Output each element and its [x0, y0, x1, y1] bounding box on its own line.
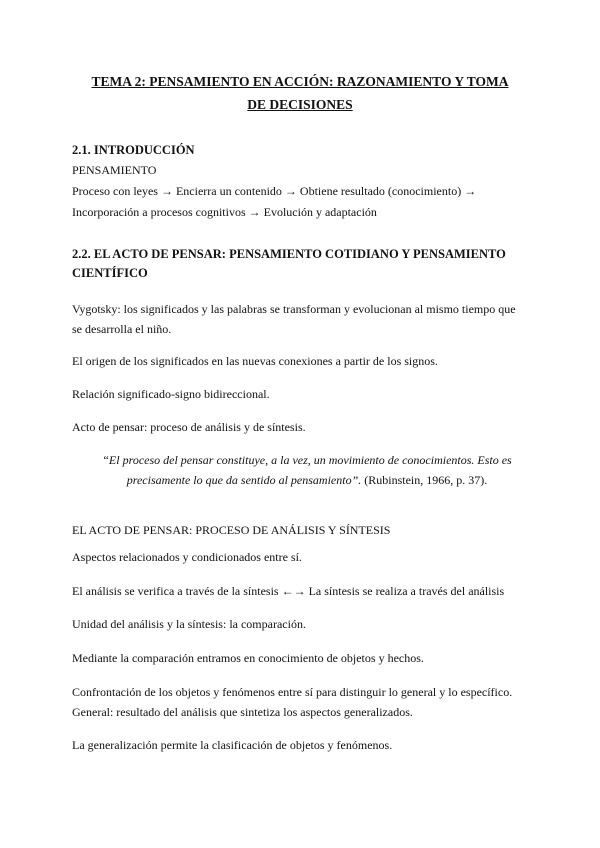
paragraph-line: se desarrolla el niño. [72, 322, 172, 336]
quote-text: precisamente lo que da sentido al pensamiento”. [126, 473, 362, 487]
paragraph-line: Incorporación a procesos cognitivos → Evolución y adaptación [72, 205, 377, 219]
section-heading-introduccion: 2.1. INTRODUCCIÓN [72, 143, 195, 157]
paragraph: Acto de pensar: proceso de análisis y de síntesis. [72, 420, 306, 434]
document-title-line-2: DE DECISIONES [247, 97, 353, 112]
quote-line-1 [72, 450, 542, 470]
paragraph-line: General: resultado del análisis que sintetiza los aspectos generalizados. [72, 705, 413, 719]
paragraph-line: Vygotsky: los significados y las palabras se transforman y evolucionan al mismo tiempo que [72, 302, 516, 316]
quote-citation: (Rubinstein, 1966, p. 37). [361, 473, 488, 487]
paragraph: La generalización permite la clasificación de objetos y fenómenos. [72, 738, 393, 752]
section-heading-acto-de-pensar: 2.2. EL ACTO DE PENSAR: PENSAMIENTO COTIDIANO Y PENSAMIENTO [72, 247, 506, 261]
paragraph-line: Confrontación de los objetos y fenómenos entre sí para distinguir lo general y lo específico. [72, 685, 513, 699]
quote-line-2 [72, 470, 542, 490]
paragraph-line: Proceso con leyes → Encierra un contenido → Obtiene resultado (conocimiento) → [72, 184, 477, 198]
paragraph: Aspectos relacionados y condicionados entre sí. [72, 550, 302, 564]
section-heading-analisis-sintesis: EL ACTO DE PENSAR: PROCESO DE ANÁLISIS Y SÍNTESIS [72, 523, 391, 537]
quote-text: “El proceso del pensar constituye, a la vez, un movimiento de conocimientos. Esto es [102, 453, 512, 467]
document-title-line-1: TEMA 2: PENSAMIENTO EN ACCIÓN: RAZONAMIENTO Y TOMA [91, 74, 509, 89]
paragraph: Relación significado-signo bidireccional. [72, 387, 270, 401]
paragraph: El origen de los significados en las nuevas conexiones a partir de los signos. [72, 354, 438, 368]
paragraph: Mediante la comparación entramos en conocimiento de objetos y hechos. [72, 651, 424, 665]
paragraph: Unidad del análisis y la síntesis: la comparación. [72, 617, 306, 631]
paragraph: El análisis se verifica a través de la síntesis ←→ La síntesis se realiza a través del análisis [72, 584, 505, 598]
subheading-pensamiento: PENSAMIENTO [72, 163, 157, 177]
section-heading-acto-de-pensar-cont: CIENTÍFICO [72, 266, 148, 280]
